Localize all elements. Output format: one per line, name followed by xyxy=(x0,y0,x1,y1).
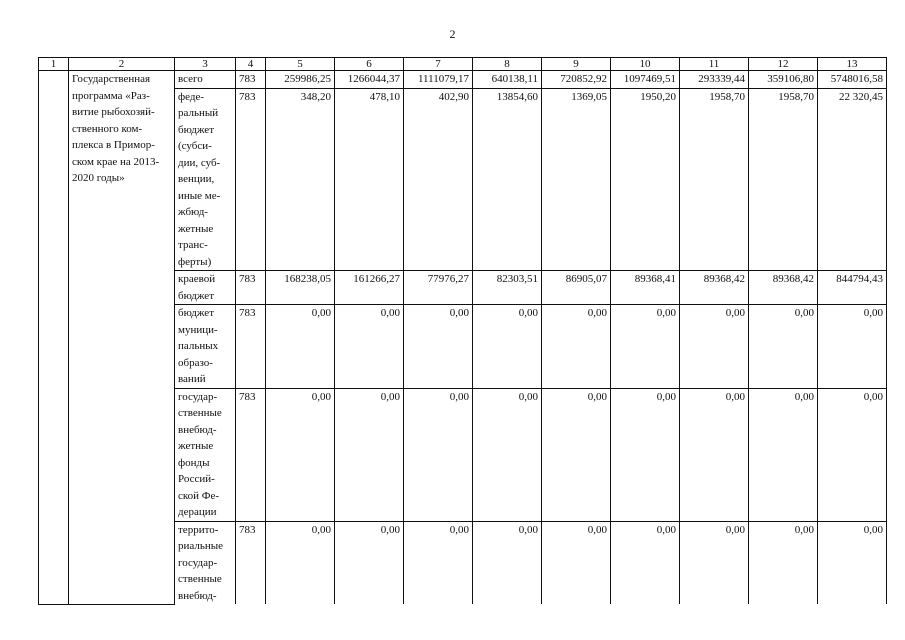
program-name-line: Государственная xyxy=(72,73,151,85)
value-cell: 259986,25 xyxy=(266,71,335,89)
budget-table xyxy=(38,57,887,605)
value-cell: 89368,42 xyxy=(749,271,818,305)
value-cell: 77976,27 xyxy=(404,271,473,305)
code-cell: 783 xyxy=(236,388,266,521)
funding-source-line: краевой xyxy=(178,273,216,285)
funding-source-cell xyxy=(175,88,236,271)
funding-source-line: внебюд- xyxy=(178,423,217,436)
table-row xyxy=(39,71,887,89)
row-number-cell xyxy=(39,71,69,605)
value-cell: 0,00 xyxy=(749,521,818,604)
funding-source-line: внебюд- xyxy=(178,589,217,602)
column-header: 5 xyxy=(266,58,335,71)
value-cell: 5748016,58 xyxy=(818,71,887,89)
value-cell: 0,00 xyxy=(611,305,680,389)
funding-source-line: ваний xyxy=(178,373,206,385)
value-cell: 0,00 xyxy=(542,388,611,521)
column-header: 9 xyxy=(542,58,611,71)
funding-source-line: ственные xyxy=(178,407,222,419)
code-cell: 783 xyxy=(236,521,266,604)
value-cell: 0,00 xyxy=(542,521,611,604)
value-cell: 13854,60 xyxy=(473,88,542,271)
value-cell: 0,00 xyxy=(749,305,818,389)
funding-source-line: дерации xyxy=(178,506,217,518)
column-header: 11 xyxy=(680,58,749,71)
value-cell: 0,00 xyxy=(335,521,404,604)
program-name-line: ском крае на 2013- xyxy=(72,155,160,168)
value-cell: 0,00 xyxy=(473,521,542,604)
value-cell: 0,00 xyxy=(611,521,680,604)
value-cell: 1950,20 xyxy=(611,88,680,271)
value-cell: 161266,27 xyxy=(335,271,404,305)
funding-source-line: государ- xyxy=(178,390,218,403)
value-cell: 640138,11 xyxy=(473,71,542,89)
column-header: 12 xyxy=(749,58,818,71)
column-header: 7 xyxy=(404,58,473,71)
value-cell: 82303,51 xyxy=(473,271,542,305)
column-header: 2 xyxy=(69,58,175,71)
column-header: 1 xyxy=(39,58,69,71)
program-name-line: витие рыбохозяй- xyxy=(72,106,155,118)
funding-source-cell xyxy=(175,271,236,305)
column-header: 13 xyxy=(818,58,887,71)
funding-source-line: иные ме- xyxy=(178,189,221,202)
funding-source-line: фонды xyxy=(178,456,210,469)
value-cell: 1958,70 xyxy=(680,88,749,271)
funding-source-line: террито- xyxy=(178,523,219,536)
column-header: 6 xyxy=(335,58,404,71)
value-cell: 0,00 xyxy=(404,521,473,604)
funding-source-line: ферты) xyxy=(178,255,212,268)
value-cell: 0,00 xyxy=(335,388,404,521)
funding-source-line: транс- xyxy=(178,239,208,251)
funding-source-line: жетные xyxy=(178,222,214,235)
value-cell: 89368,41 xyxy=(611,271,680,305)
program-name-cell xyxy=(69,71,175,605)
value-cell: 1111079,17 xyxy=(404,71,473,89)
funding-source-line: ской Фе- xyxy=(178,489,220,502)
value-cell: 1369,05 xyxy=(542,88,611,271)
value-cell: 168238,05 xyxy=(266,271,335,305)
funding-source-line: риальные xyxy=(178,540,224,552)
value-cell: 348,20 xyxy=(266,88,335,271)
value-cell: 89368,42 xyxy=(680,271,749,305)
value-cell: 1266044,37 xyxy=(335,71,404,89)
page-number: 2 xyxy=(449,27,456,41)
value-cell: 1097469,51 xyxy=(611,71,680,89)
funding-source-line: дии, суб- xyxy=(178,156,221,169)
funding-source-line: образо- xyxy=(178,356,213,369)
funding-source-line: (субси- xyxy=(178,140,212,152)
column-header: 8 xyxy=(473,58,542,71)
value-cell: 720852,92 xyxy=(542,71,611,89)
value-cell: 1958,70 xyxy=(749,88,818,271)
value-cell: 844794,43 xyxy=(818,271,887,305)
value-cell: 0,00 xyxy=(542,305,611,389)
value-cell: 0,00 xyxy=(404,305,473,389)
code-cell: 783 xyxy=(236,305,266,389)
funding-source-cell xyxy=(175,521,236,604)
value-cell: 0,00 xyxy=(818,305,887,389)
column-header: 10 xyxy=(611,58,680,71)
value-cell: 0,00 xyxy=(680,388,749,521)
value-cell: 402,90 xyxy=(404,88,473,271)
value-cell: 0,00 xyxy=(818,388,887,521)
column-header: 4 xyxy=(236,58,266,71)
funding-source-line: всего xyxy=(178,73,203,85)
program-name-line: 2020 годы» xyxy=(72,172,125,184)
header-row xyxy=(39,58,887,71)
value-cell: 0,00 xyxy=(404,388,473,521)
code-cell: 783 xyxy=(236,271,266,305)
value-cell: 478,10 xyxy=(335,88,404,271)
value-cell: 293339,44 xyxy=(680,71,749,89)
value-cell: 0,00 xyxy=(680,521,749,604)
value-cell: 22 320,45 xyxy=(818,88,887,271)
funding-source-line: ственные xyxy=(178,573,222,585)
funding-source-line: бюджет xyxy=(178,123,214,136)
program-name-line: плекса в Примор- xyxy=(72,139,155,151)
value-cell: 0,00 xyxy=(266,305,335,389)
value-cell: 359106,80 xyxy=(749,71,818,89)
funding-source-cell xyxy=(175,71,236,89)
code-cell: 783 xyxy=(236,88,266,271)
funding-source-cell xyxy=(175,305,236,389)
funding-source-line: феде- xyxy=(178,90,205,103)
code-cell: 783 xyxy=(236,71,266,89)
funding-source-line: муници- xyxy=(178,323,218,336)
value-cell: 0,00 xyxy=(818,521,887,604)
value-cell: 0,00 xyxy=(266,521,335,604)
funding-source-line: жбюд- xyxy=(178,206,208,218)
value-cell: 0,00 xyxy=(749,388,818,521)
funding-source-line: жетные xyxy=(178,440,214,452)
funding-source-line: бюджет xyxy=(178,289,214,302)
value-cell: 0,00 xyxy=(680,305,749,389)
funding-source-line: венции, xyxy=(178,173,215,185)
program-name-line: ственного ком- xyxy=(72,122,143,135)
funding-source-line: пальных xyxy=(178,340,219,352)
column-header: 3 xyxy=(175,58,236,71)
value-cell: 0,00 xyxy=(611,388,680,521)
funding-source-line: Россий- xyxy=(178,473,215,485)
funding-source-line: ральный xyxy=(178,107,219,119)
funding-source-line: государ- xyxy=(178,556,218,569)
value-cell: 0,00 xyxy=(266,388,335,521)
value-cell: 0,00 xyxy=(473,305,542,389)
program-name-line: программа «Раз- xyxy=(72,89,150,102)
value-cell: 0,00 xyxy=(473,388,542,521)
funding-source-line: бюджет xyxy=(178,307,214,319)
value-cell: 0,00 xyxy=(335,305,404,389)
funding-source-cell xyxy=(175,388,236,521)
value-cell: 86905,07 xyxy=(542,271,611,305)
